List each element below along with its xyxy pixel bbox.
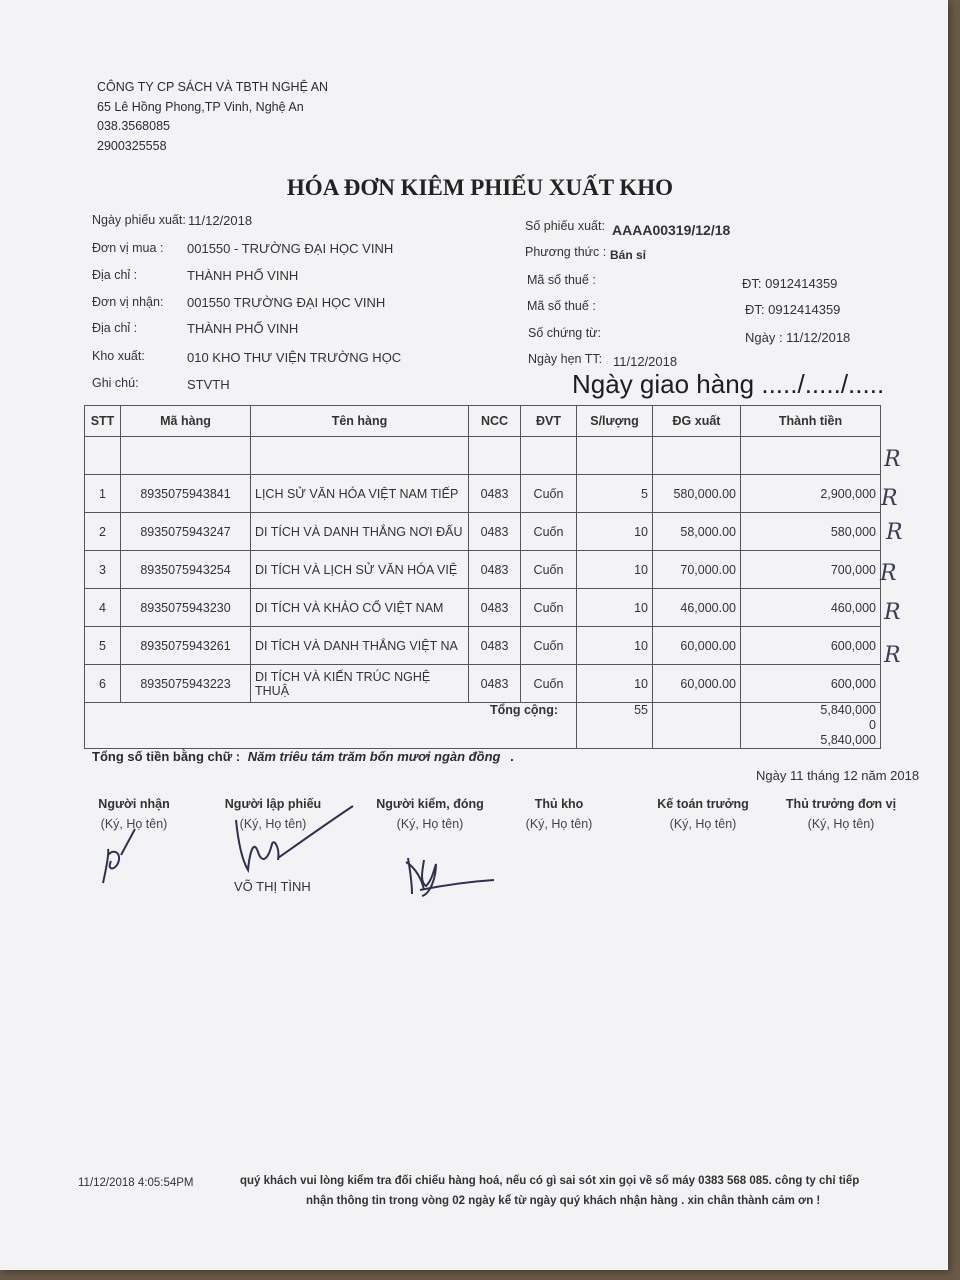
method-value: Bán sỉ xyxy=(610,248,647,262)
total-amount-cell xyxy=(741,703,881,749)
footer-notice-line2: nhận thông tin trong vòng 02 ngày kể từ ngày quý khách nhận hàng . xin chân thành cảm ơn ! xyxy=(306,1195,821,1207)
receiver-value: 001550 TRƯỜNG ĐẠI HỌC VINH xyxy=(187,295,386,310)
signature-role: Người kiểm, đóng xyxy=(376,797,484,811)
row-name: DI TÍCH VÀ KIẾN TRÚC NGHỆ THUẬ xyxy=(251,665,469,703)
row-supplier: 0483 xyxy=(469,665,521,703)
signature-note: (Ký, Họ tên) xyxy=(525,817,593,831)
receiver-address-label: Địa chỉ : xyxy=(92,321,138,335)
signature-role: Thủ trưởng đơn vị xyxy=(785,797,897,811)
phone1-value: ĐT: 0912414359 xyxy=(742,276,838,291)
row-stt: 6 xyxy=(85,665,121,703)
delivery-date-line: Ngày giao hàng ...../...../..... xyxy=(572,369,885,399)
items-table xyxy=(84,405,881,749)
checker-signature xyxy=(400,850,500,900)
row-name: DI TÍCH VÀ DANH THẮNG VIỆT NA xyxy=(251,627,469,665)
row-code: 8935075943230 xyxy=(121,589,251,627)
total-empty-cell xyxy=(653,703,741,749)
tax1-label: Mã số thuế : xyxy=(527,273,596,287)
row-name: DI TÍCH VÀ LỊCH SỬ VĂN HÓA VIỆ xyxy=(251,551,469,589)
row-unit: Cuốn xyxy=(521,665,577,703)
header-stt: STT xyxy=(85,406,121,437)
company-phone: 038.3568085 xyxy=(97,119,170,133)
row-stt: 2 xyxy=(85,513,121,551)
row-unit: Cuốn xyxy=(521,551,577,589)
buyer-address-label: Địa chỉ : xyxy=(92,268,138,282)
row-unit-price: 580,000.00 xyxy=(653,475,741,513)
signature-note: (Ký, Họ tên) xyxy=(396,817,464,831)
row-quantity: 10 xyxy=(577,665,653,703)
row-unit-price: 46,000.00 xyxy=(653,589,741,627)
row-quantity: 10 xyxy=(577,551,653,589)
row-name: DI TÍCH VÀ DANH THẮNG NƠI ĐẤU xyxy=(251,513,469,551)
table-row xyxy=(85,551,881,589)
voucher-number-label: Số phiếu xuất: xyxy=(525,219,605,233)
company-address: 65 Lê Hồng Phong,TP Vinh, Nghệ An xyxy=(97,100,304,114)
table-row xyxy=(85,589,881,627)
header-code: Mã hàng xyxy=(121,406,251,437)
total-row xyxy=(85,703,881,749)
row-amount: 580,000 xyxy=(741,513,881,551)
header-quantity: S/lượng xyxy=(577,406,653,437)
voucher-number-value: AAAA00319/12/18 xyxy=(612,222,731,238)
row-quantity: 10 xyxy=(577,513,653,551)
signature-role: Người lập phiếu xyxy=(224,797,322,811)
row-stt: 4 xyxy=(85,589,121,627)
check-mark: R xyxy=(881,486,898,511)
table-header-row xyxy=(85,406,881,437)
amount-words-end: . xyxy=(510,749,514,764)
signature-note: (Ký, Họ tên) xyxy=(239,817,307,831)
check-mark: R xyxy=(884,447,901,472)
row-unit: Cuốn xyxy=(521,589,577,627)
header-unit: ĐVT xyxy=(521,406,577,437)
check-mark: R xyxy=(884,643,901,668)
row-code: 8935075943223 xyxy=(121,665,251,703)
signature-note: (Ký, Họ tên) xyxy=(100,817,168,831)
check-mark: R xyxy=(880,561,897,586)
row-quantity: 10 xyxy=(577,589,653,627)
row-unit: Cuốn xyxy=(521,627,577,665)
row-code: 8935075943247 xyxy=(121,513,251,551)
row-supplier: 0483 xyxy=(469,551,521,589)
table-row xyxy=(85,627,881,665)
issue-date-label: Ngày phiếu xuất: xyxy=(92,213,186,227)
total-final: 5,840,000 xyxy=(820,733,876,747)
tax2-label: Mã số thuế : xyxy=(527,299,596,313)
signature-note: (Ký, Họ tên) xyxy=(807,817,875,831)
total-amount: 5,840,000 xyxy=(820,703,876,717)
company-tax-code: 2900325558 xyxy=(97,139,167,153)
header-supplier: NCC xyxy=(469,406,521,437)
receiver-address-value: THÀNH PHỐ VINH xyxy=(187,321,299,336)
amount-words-value: Năm triêu tám trăm bốn mươi ngàn đồng xyxy=(247,749,501,764)
row-amount: 460,000 xyxy=(741,589,881,627)
note-label: Ghi chú: xyxy=(92,376,139,390)
row-unit-price: 58,000.00 xyxy=(653,513,741,551)
receiver-label: Đơn vị nhận: xyxy=(92,295,164,309)
print-timestamp: 11/12/2018 4:05:54PM xyxy=(78,1177,194,1189)
buyer-value: 001550 - TRƯỜNG ĐẠI HỌC VINH xyxy=(187,241,394,256)
row-unit-price: 70,000.00 xyxy=(653,551,741,589)
row-supplier: 0483 xyxy=(469,589,521,627)
header-amount: Thành tiền xyxy=(741,406,881,437)
company-name: CÔNG TY CP SÁCH VÀ TBTH NGHỆ AN xyxy=(97,80,329,94)
row-amount: 600,000 xyxy=(741,627,881,665)
header-name: Tên hàng xyxy=(251,406,469,437)
row-name: LỊCH SỬ VĂN HÓA VIỆT NAM TIẾP xyxy=(251,475,469,513)
buyer-label: Đơn vị mua : xyxy=(92,241,164,255)
signature-note: (Ký, Họ tên) xyxy=(669,817,737,831)
check-mark: R xyxy=(886,520,903,545)
warehouse-value: 010 KHO THƯ VIỆN TRƯỜNG HỌC xyxy=(187,350,402,365)
amount-words-label: Tổng số tiền bằng chữ : xyxy=(92,749,241,764)
warehouse-label: Kho xuất: xyxy=(92,349,145,363)
row-code: 8935075943254 xyxy=(121,551,251,589)
total-label: Tổng cộng: xyxy=(85,703,577,749)
preparer-signature xyxy=(228,800,358,890)
total-quantity: 55 xyxy=(577,703,653,749)
row-quantity: 10 xyxy=(577,627,653,665)
table-row xyxy=(85,665,881,703)
signature-role: Kế toán trưởng xyxy=(657,797,749,811)
buyer-address-value: THÀNH PHỐ VINH xyxy=(187,268,299,283)
header-unit-price: ĐG xuất xyxy=(653,406,741,437)
due-date-value: 11/12/2018 xyxy=(613,354,678,369)
row-amount: 600,000 xyxy=(741,665,881,703)
row-supplier: 0483 xyxy=(469,475,521,513)
row-unit: Cuốn xyxy=(521,475,577,513)
row-unit-price: 60,000.00 xyxy=(653,627,741,665)
table-row xyxy=(85,475,881,513)
sign-date: Ngày 11 tháng 12 năm 2018 xyxy=(756,768,920,783)
row-supplier: 0483 xyxy=(469,513,521,551)
row-code: 8935075943261 xyxy=(121,627,251,665)
phone2-value: ĐT: 0912414359 xyxy=(745,302,841,317)
row-unit: Cuốn xyxy=(521,513,577,551)
total-discount: 0 xyxy=(869,718,876,732)
note-value: STVTH xyxy=(187,377,230,392)
row-stt: 1 xyxy=(85,475,121,513)
method-label: Phương thức : xyxy=(525,245,607,259)
check-mark: R xyxy=(884,600,901,625)
row-supplier: 0483 xyxy=(469,627,521,665)
document-title: HÓA ĐƠN KIÊM PHIẾU XUẤT KHO xyxy=(286,175,674,200)
row-amount: 2,900,000 xyxy=(741,475,881,513)
table-row xyxy=(85,513,881,551)
row-quantity: 5 xyxy=(577,475,653,513)
signature-role: Người nhận xyxy=(98,797,170,811)
row-amount: 700,000 xyxy=(741,551,881,589)
row-name: DI TÍCH VÀ KHẢO CỔ VIỆT NAM xyxy=(251,589,469,627)
footer-notice-line1: quý khách vui lòng kiểm tra đối chiếu hàng hoá, nếu có gì sai sót xin gọi về số máy 0383 568 085. công ty chỉ tiếp xyxy=(240,1175,860,1187)
row-code: 8935075943841 xyxy=(121,475,251,513)
table-spacer-row xyxy=(85,437,881,475)
doc-date-value: Ngày : 11/12/2018 xyxy=(745,330,851,345)
amount-words-line xyxy=(92,749,514,764)
signature-role: Thủ kho xyxy=(534,797,584,811)
row-stt: 5 xyxy=(85,627,121,665)
doc-number-label: Số chứng từ: xyxy=(528,326,602,340)
row-stt: 3 xyxy=(85,551,121,589)
preparer-name: VÕ THỊ TÌNH xyxy=(234,879,311,894)
due-date-label: Ngày hẹn TT: xyxy=(528,352,603,366)
row-unit-price: 60,000.00 xyxy=(653,665,741,703)
receiver-signature xyxy=(95,825,145,887)
issue-date-value: 11/12/2018 xyxy=(188,213,253,228)
